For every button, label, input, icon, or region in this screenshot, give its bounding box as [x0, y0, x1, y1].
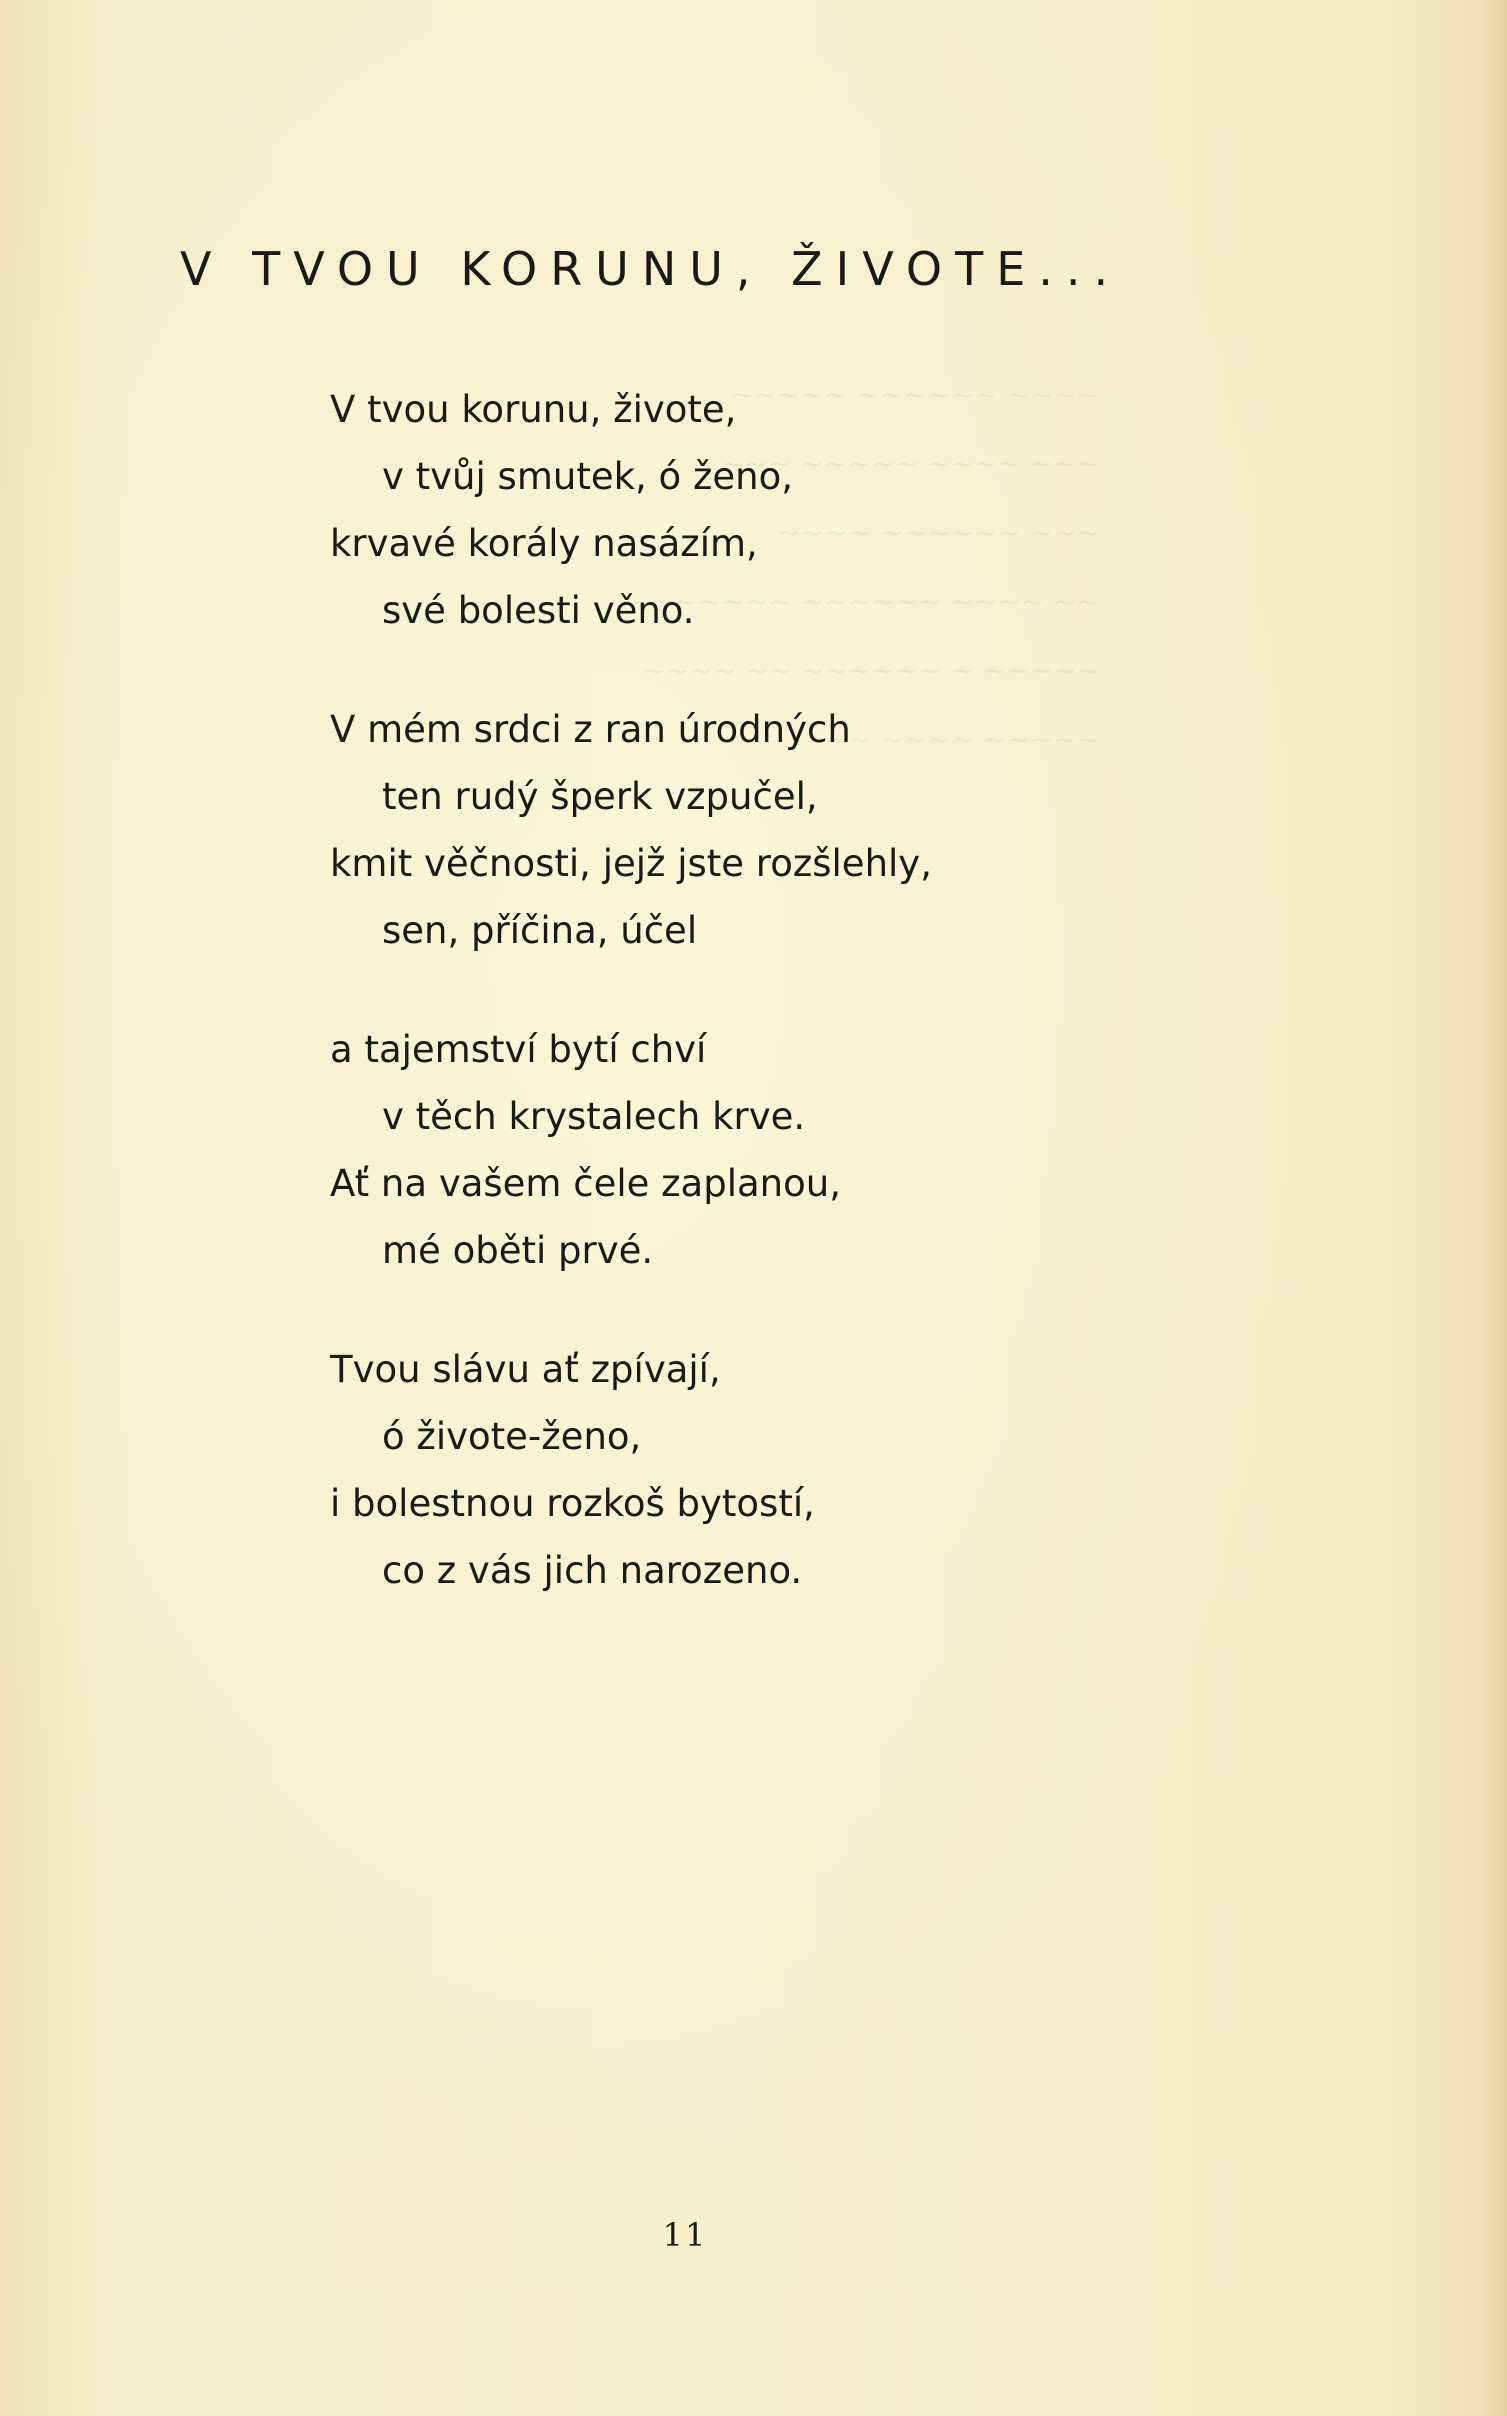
stanza-4: [330, 1336, 932, 1604]
verse-line: v tvůj smutek, ó ženo,: [382, 455, 793, 498]
verse-line: V tvou korunu, živote,: [330, 388, 737, 431]
verse-line: mé oběti prvé.: [382, 1229, 654, 1272]
verse-line: a tajemství bytí chví: [330, 1028, 707, 1071]
poem-body: [330, 376, 932, 1656]
verse-line: V mém srdci z ran úrodných: [330, 708, 851, 751]
stanza-3: [330, 1016, 932, 1284]
stanza-1: [330, 376, 932, 644]
page-edge-shadow: [1483, 0, 1507, 2416]
show-through-texture: ~~~~~ ~~~~~~ ~~~~ ~~~ ~~~~~ ~~~~ ~~~ ~~~~ ~~~~~~ ~~~ ~ ~~~~~~ ~~~~~~ ~~~~ ~~ ~~~~ ~~ ~~~~~~ ~ ~~~~~ ~~ ~~~~ ~~~~~: [618, 378, 1100, 756]
verse-line: ó živote-ženo,: [382, 1415, 642, 1458]
verse-line: své bolesti věno.: [382, 589, 695, 632]
verse-line: co z vás jich narozeno.: [382, 1549, 803, 1592]
verse-line: Ať na vašem čele zaplanou,: [330, 1162, 841, 1205]
verse-line: i bolestnou rozkoš bytostí,: [330, 1482, 815, 1525]
stanza-2: [330, 696, 932, 964]
verse-line: kmit věčnosti, jejž jste rozšlehly,: [330, 842, 932, 885]
poem-title: V TVOU KORUNU, ŽIVOTE...: [180, 242, 1122, 296]
verse-line: v těch krystalech krve.: [382, 1095, 806, 1138]
verse-line: Tvou slávu ať zpívají,: [330, 1348, 721, 1391]
verse-line: krvavé korály nasázím,: [330, 522, 758, 565]
verse-line: sen, příčina, účel: [382, 909, 698, 952]
page-number: 11: [662, 2216, 708, 2254]
verse-line: ten rudý šperk vzpučel,: [382, 775, 818, 818]
